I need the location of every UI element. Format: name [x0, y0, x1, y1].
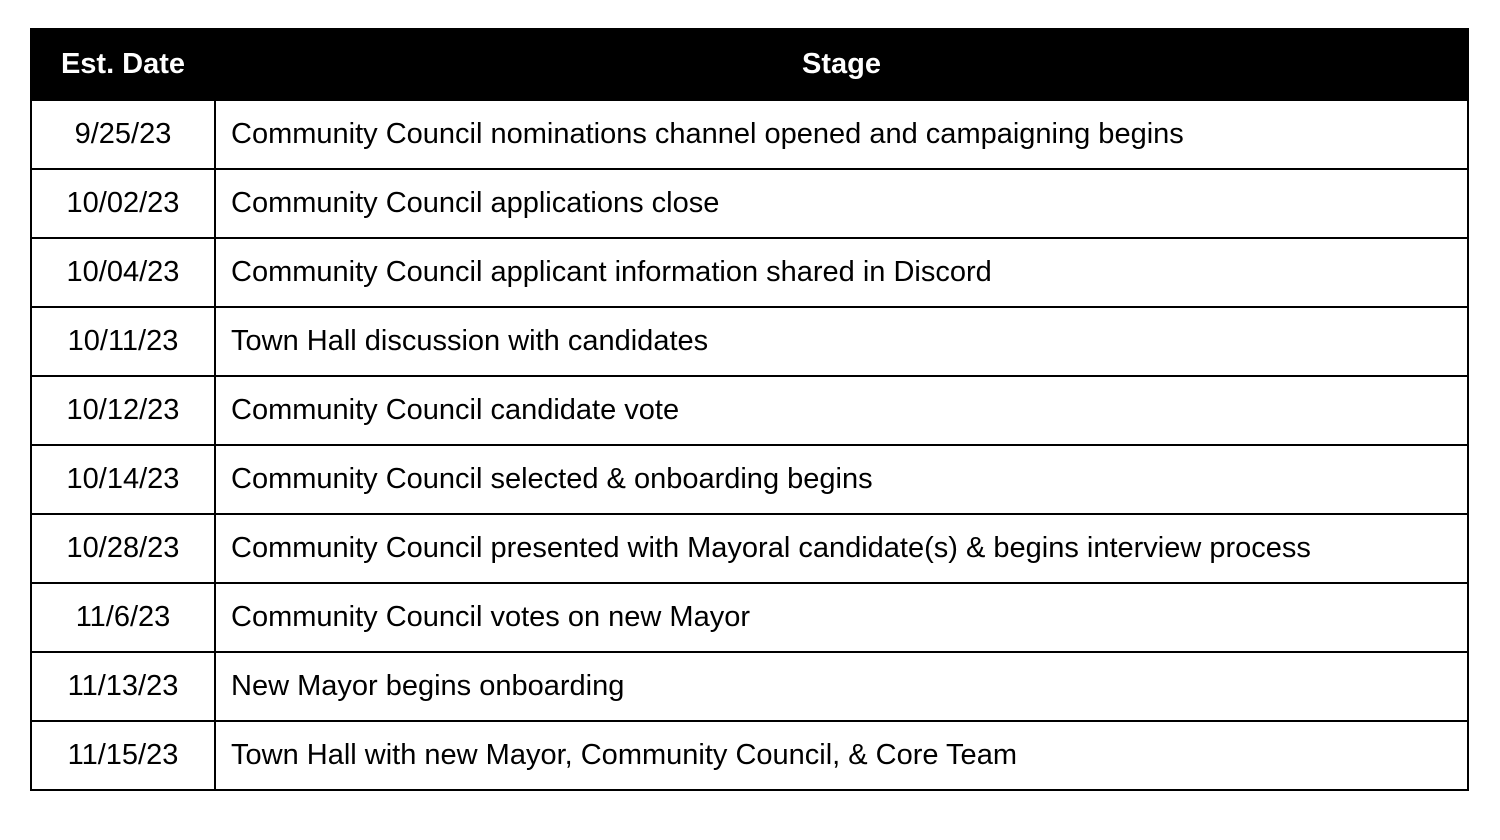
stage-cell: Town Hall with new Mayor, Community Council, & Core Team	[215, 721, 1468, 790]
date-cell: 10/14/23	[31, 445, 215, 514]
date-cell: 10/02/23	[31, 169, 215, 238]
date-cell: 10/11/23	[31, 307, 215, 376]
stage-cell: New Mayor begins onboarding	[215, 652, 1468, 721]
stage-cell: Town Hall discussion with candidates	[215, 307, 1468, 376]
stage-cell: Community Council applications close	[215, 169, 1468, 238]
stage-cell: Community Council presented with Mayoral candidate(s) & begins interview process	[215, 514, 1468, 583]
schedule-table	[30, 28, 1469, 791]
date-cell: 11/15/23	[31, 721, 215, 790]
column-header-stage: Stage	[215, 29, 1468, 100]
table-row	[31, 100, 1468, 169]
table-row	[31, 652, 1468, 721]
table-row	[31, 169, 1468, 238]
stage-cell: Community Council applicant information shared in Discord	[215, 238, 1468, 307]
date-cell: 11/6/23	[31, 583, 215, 652]
date-cell: 10/04/23	[31, 238, 215, 307]
table-row	[31, 514, 1468, 583]
column-header-date: Est. Date	[31, 29, 215, 100]
table-row	[31, 445, 1468, 514]
stage-cell: Community Council votes on new Mayor	[215, 583, 1468, 652]
table-row	[31, 376, 1468, 445]
table-row	[31, 721, 1468, 790]
date-cell: 11/13/23	[31, 652, 215, 721]
stage-cell: Community Council nominations channel opened and campaigning begins	[215, 100, 1468, 169]
table-header-row	[31, 29, 1468, 100]
date-cell: 10/12/23	[31, 376, 215, 445]
table-row	[31, 238, 1468, 307]
date-cell: 9/25/23	[31, 100, 215, 169]
date-cell: 10/28/23	[31, 514, 215, 583]
table-row	[31, 307, 1468, 376]
table-row	[31, 583, 1468, 652]
stage-cell: Community Council candidate vote	[215, 376, 1468, 445]
stage-cell: Community Council selected & onboarding begins	[215, 445, 1468, 514]
